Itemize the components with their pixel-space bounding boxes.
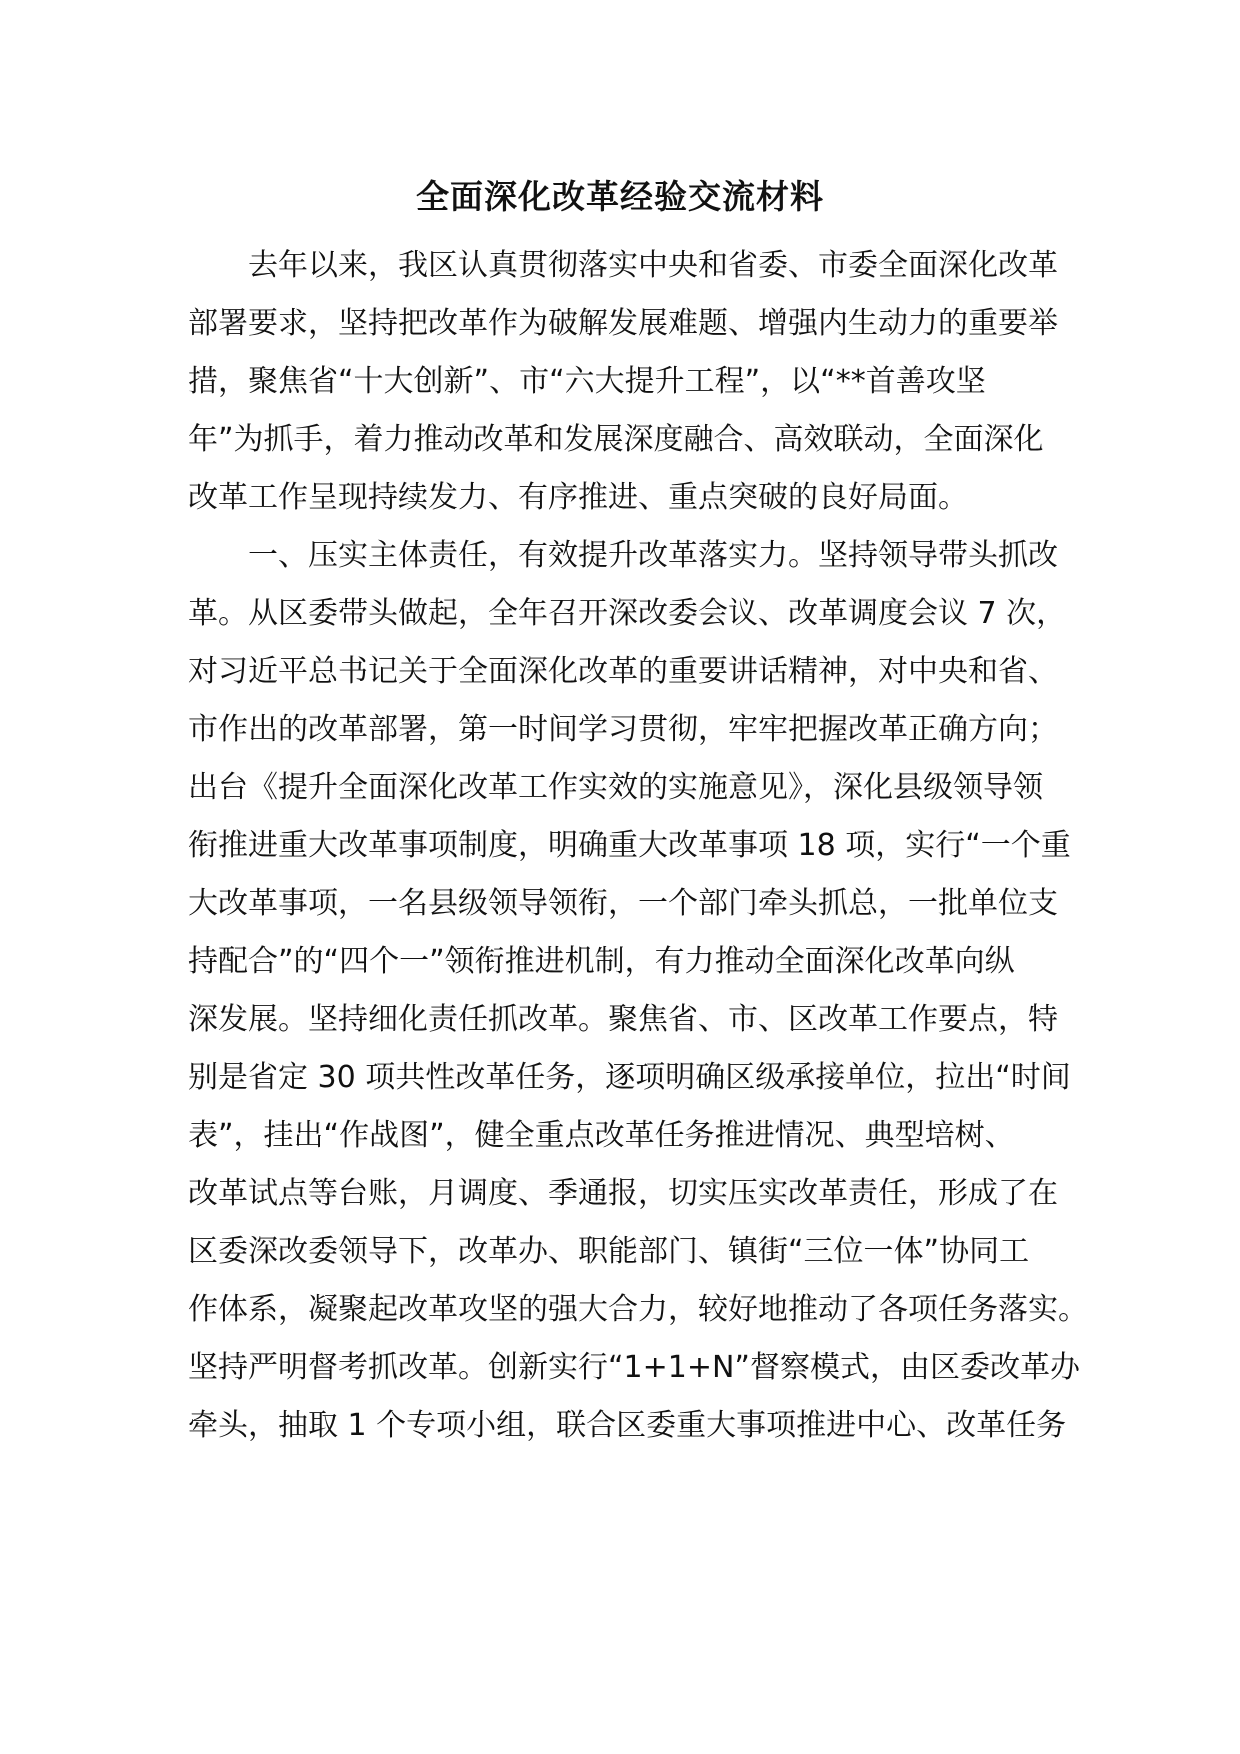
paragraph-2-line-4: 市作出的改革部署，第一时间学习贯彻，牢牢把握改革正确方向； [188, 712, 1058, 747]
paragraph-1-line-5: 改革工作呈现持续发力、有序推进、重点突破的良好局面。 [188, 480, 968, 515]
paragraph-2-line-6: 衔推进重大改革事项制度，明确重大改革事项 18 项，实行“一个重 [188, 828, 1071, 863]
document-title: 全面深化改革经验交流材料 [416, 177, 824, 216]
paragraph-1-line-3: 措，聚焦省“十大创新”、市“六大提升工程”，以“**首善攻坚 [188, 364, 986, 399]
paragraph-2-line-15: 坚持严明督考抓改革。创新实行“1+1+N”督察模式，由区委改革办 [188, 1350, 1080, 1385]
paragraph-2-line-14: 作体系，凝聚起改革攻坚的强大合力，较好地推动了各项任务落实。 [188, 1292, 1088, 1327]
paragraph-2-line-9: 深发展。坚持细化责任抓改革。聚焦省、市、区改革工作要点，特 [188, 1002, 1058, 1037]
paragraph-1-line-4: 年”为抓手，着力推动改革和发展深度融合、高效联动，全面深化 [188, 422, 1044, 457]
paragraph-2-line-13: 区委深改委领导下，改革办、职能部门、镇街“三位一体”协同工 [188, 1234, 1030, 1269]
paragraph-2-line-10: 别是省定 30 项共性改革任务，逐项明确区级承接单位，拉出“时间 [188, 1060, 1071, 1095]
paragraph-2-line-1: 一、压实主体责任，有效提升改革落实力。坚持领导带头抓改 [248, 538, 1058, 573]
paragraph-2-line-2: 革。从区委带头做起，全年召开深改委会议、改革调度会议 7 次， [188, 596, 1067, 631]
paragraph-2-line-5: 出台《提升全面深化改革工作实效的实施意见》，深化县级领导领 [188, 770, 1043, 805]
paragraph-2-line-16: 牵头，抽取 1 个专项小组，联合区委重大事项推进中心、改革任务 [188, 1408, 1067, 1443]
paragraph-2-line-12: 改革试点等台账，月调度、季通报，切实压实改革责任，形成了在 [188, 1176, 1058, 1211]
paragraph-2-line-3: 对习近平总书记关于全面深化改革的重要讲话精神，对中央和省、 [188, 654, 1058, 689]
paragraph-1-line-2: 部署要求，坚持把改革作为破解发展难题、增强内生动力的重要举 [188, 306, 1058, 341]
paragraph-2-line-7: 大改革事项，一名县级领导领衔，一个部门牵头抓总，一批单位支 [188, 886, 1058, 921]
paragraph-2-line-11: 表”，挂出“作战图”，健全重点改革任务推进情况、典型培树、 [188, 1118, 1015, 1153]
paragraph-2-line-8: 持配合”的“四个一”领衔推进机制，有力推动全面深化改革向纵 [188, 944, 1015, 979]
paragraph-1-line-1: 去年以来，我区认真贯彻落实中央和省委、市委全面深化改革 [248, 248, 1058, 283]
